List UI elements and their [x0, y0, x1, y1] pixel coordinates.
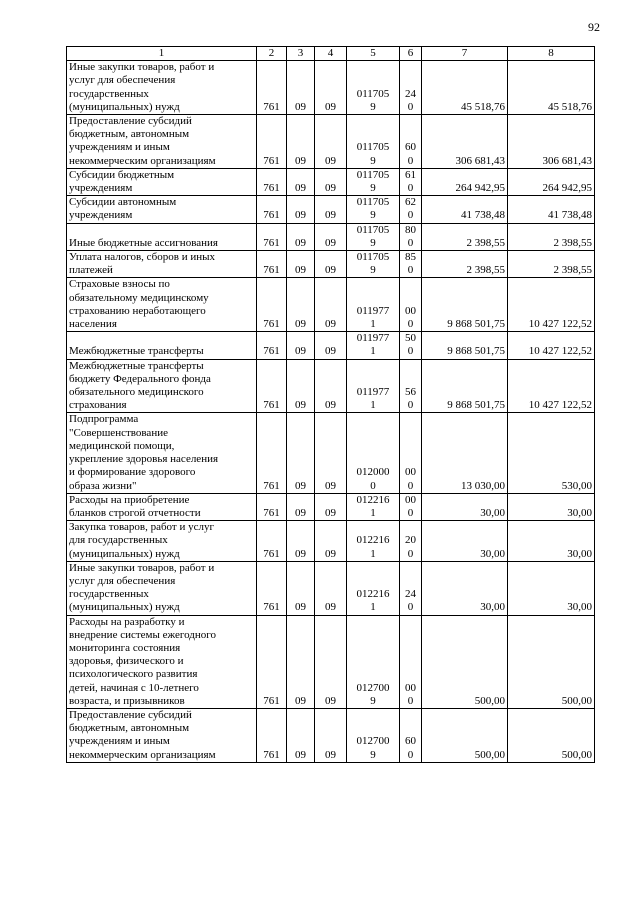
- row-name: Межбюджетные трансферты бюджету Федерального фонда обязательного медицинского страхования: [67, 359, 257, 413]
- table-row: [67, 413, 595, 493]
- table-row: [67, 615, 595, 708]
- row-col8: 10 427 122,52: [508, 332, 595, 359]
- row-col3: 09: [287, 168, 315, 195]
- row-col4: 09: [315, 708, 347, 762]
- row-name: Иные закупки товаров, работ и услуг для обеспечения государственных (муниципальных) нужд: [67, 561, 257, 615]
- row-col3: 09: [287, 413, 315, 493]
- col-header-1: 1: [67, 47, 257, 61]
- row-col4: 09: [315, 561, 347, 615]
- table-row: [67, 223, 595, 250]
- row-name: Межбюджетные трансферты: [67, 332, 257, 359]
- row-col5: 012216 1: [347, 521, 400, 562]
- row-col2: 761: [257, 359, 287, 413]
- row-col8: 30,00: [508, 521, 595, 562]
- row-col4: 09: [315, 251, 347, 278]
- row-name: Уплата налогов, сборов и иных платежей: [67, 251, 257, 278]
- row-col7: 30,00: [422, 493, 508, 520]
- row-col6: 00 0: [400, 278, 422, 332]
- col-header-4: 4: [315, 47, 347, 61]
- row-col8: 10 427 122,52: [508, 359, 595, 413]
- table-row: [67, 493, 595, 520]
- row-col2: 761: [257, 493, 287, 520]
- row-col2: 761: [257, 115, 287, 169]
- row-col5: 012700 9: [347, 615, 400, 708]
- row-col3: 09: [287, 493, 315, 520]
- row-col4: 09: [315, 115, 347, 169]
- row-col5: 012700 9: [347, 708, 400, 762]
- row-col6: 50 0: [400, 332, 422, 359]
- row-col3: 09: [287, 278, 315, 332]
- row-col4: 09: [315, 615, 347, 708]
- budget-table: [66, 46, 595, 763]
- row-col5: 011705 9: [347, 251, 400, 278]
- row-col7: 41 738,48: [422, 196, 508, 223]
- row-col2: 761: [257, 278, 287, 332]
- row-col5: 011977 1: [347, 278, 400, 332]
- table-row: [67, 196, 595, 223]
- header-row: [67, 47, 595, 61]
- row-name: Субсидии бюджетным учреждениям: [67, 168, 257, 195]
- row-name: Страховые взносы по обязательному медицинскому страхованию неработающего населения: [67, 278, 257, 332]
- row-col5: 011705 9: [347, 223, 400, 250]
- row-col8: 500,00: [508, 615, 595, 708]
- col-header-7: 7: [422, 47, 508, 61]
- row-col6: 20 0: [400, 521, 422, 562]
- row-col3: 09: [287, 196, 315, 223]
- row-col8: 30,00: [508, 493, 595, 520]
- row-col4: 09: [315, 493, 347, 520]
- row-col4: 09: [315, 359, 347, 413]
- row-col5: 012216 1: [347, 493, 400, 520]
- row-col2: 761: [257, 413, 287, 493]
- row-col7: 30,00: [422, 561, 508, 615]
- row-col7: 264 942,95: [422, 168, 508, 195]
- row-col3: 09: [287, 223, 315, 250]
- row-col5: 011705 9: [347, 61, 400, 115]
- row-col2: 761: [257, 332, 287, 359]
- row-col8: 306 681,43: [508, 115, 595, 169]
- row-col6: 85 0: [400, 251, 422, 278]
- row-col5: 011977 1: [347, 332, 400, 359]
- row-col6: 24 0: [400, 61, 422, 115]
- table-row: [67, 561, 595, 615]
- row-name: Расходы на приобретение бланков строгой отчетности: [67, 493, 257, 520]
- row-col7: 45 518,76: [422, 61, 508, 115]
- row-col6: 60 0: [400, 115, 422, 169]
- row-col7: 2 398,55: [422, 223, 508, 250]
- row-col4: 09: [315, 196, 347, 223]
- row-name: Иные закупки товаров, работ и услуг для обеспечения государственных (муниципальных) нужд: [67, 61, 257, 115]
- row-col8: 2 398,55: [508, 251, 595, 278]
- row-name: Подпрограмма "Совершенствование медицинской помощи, укрепление здоровья населения и формирование здорового образа жизни": [67, 413, 257, 493]
- row-col4: 09: [315, 332, 347, 359]
- row-col4: 09: [315, 521, 347, 562]
- row-name: Субсидии автономным учреждениям: [67, 196, 257, 223]
- row-col3: 09: [287, 561, 315, 615]
- row-col6: 60 0: [400, 708, 422, 762]
- row-col2: 761: [257, 521, 287, 562]
- row-col5: 012000 0: [347, 413, 400, 493]
- row-col4: 09: [315, 61, 347, 115]
- row-col7: 500,00: [422, 708, 508, 762]
- row-name: Предоставление субсидий бюджетным, автономным учреждениям и иным некоммерческим организациям: [67, 115, 257, 169]
- table-row: [67, 168, 595, 195]
- row-col6: 61 0: [400, 168, 422, 195]
- row-col7: 9 868 501,75: [422, 332, 508, 359]
- row-col8: 2 398,55: [508, 223, 595, 250]
- row-col3: 09: [287, 332, 315, 359]
- row-name: Иные бюджетные ассигнования: [67, 223, 257, 250]
- row-col4: 09: [315, 168, 347, 195]
- row-col7: 500,00: [422, 615, 508, 708]
- row-name: Расходы на разработку и внедрение системы ежегодного мониторинга состояния здоровья, физического и психологического развития детей, начиная с 10-летнего возраста, и призывников: [67, 615, 257, 708]
- col-header-3: 3: [287, 47, 315, 61]
- row-col8: 41 738,48: [508, 196, 595, 223]
- row-col7: 30,00: [422, 521, 508, 562]
- row-col7: 306 681,43: [422, 115, 508, 169]
- row-col2: 761: [257, 61, 287, 115]
- page-number: 92: [588, 20, 600, 34]
- row-col8: 10 427 122,52: [508, 278, 595, 332]
- row-col6: 00 0: [400, 413, 422, 493]
- row-col7: 9 868 501,75: [422, 278, 508, 332]
- row-col2: 761: [257, 251, 287, 278]
- row-col3: 09: [287, 115, 315, 169]
- row-col6: 56 0: [400, 359, 422, 413]
- row-col8: 264 942,95: [508, 168, 595, 195]
- row-col2: 761: [257, 615, 287, 708]
- row-col2: 761: [257, 223, 287, 250]
- row-col4: 09: [315, 278, 347, 332]
- row-name: Предоставление субсидий бюджетным, автономным учреждениям и иным некоммерческим организациям: [67, 708, 257, 762]
- table-row: [67, 61, 595, 115]
- row-col5: 012216 1: [347, 561, 400, 615]
- table-row: [67, 332, 595, 359]
- row-col8: 500,00: [508, 708, 595, 762]
- row-col4: 09: [315, 223, 347, 250]
- row-col2: 761: [257, 561, 287, 615]
- table-row: [67, 251, 595, 278]
- col-header-6: 6: [400, 47, 422, 61]
- row-col6: 80 0: [400, 223, 422, 250]
- col-header-5: 5: [347, 47, 400, 61]
- table-body: [67, 61, 595, 763]
- row-col4: 09: [315, 413, 347, 493]
- row-col7: 9 868 501,75: [422, 359, 508, 413]
- row-col5: 011977 1: [347, 359, 400, 413]
- table-row: [67, 115, 595, 169]
- row-col5: 011705 9: [347, 168, 400, 195]
- row-col7: 13 030,00: [422, 413, 508, 493]
- row-col5: 011705 9: [347, 115, 400, 169]
- row-col2: 761: [257, 168, 287, 195]
- row-col2: 761: [257, 708, 287, 762]
- row-col3: 09: [287, 615, 315, 708]
- col-header-8: 8: [508, 47, 595, 61]
- col-header-2: 2: [257, 47, 287, 61]
- row-col5: 011705 9: [347, 196, 400, 223]
- table-row: [67, 278, 595, 332]
- row-col3: 09: [287, 61, 315, 115]
- row-col8: 30,00: [508, 561, 595, 615]
- table-header: [67, 47, 595, 61]
- row-col3: 09: [287, 708, 315, 762]
- table-row: [67, 359, 595, 413]
- row-col7: 2 398,55: [422, 251, 508, 278]
- row-col8: 530,00: [508, 413, 595, 493]
- row-name: Закупка товаров, работ и услуг для государственных (муниципальных) нужд: [67, 521, 257, 562]
- row-col2: 761: [257, 196, 287, 223]
- row-col8: 45 518,76: [508, 61, 595, 115]
- row-col6: 00 0: [400, 493, 422, 520]
- row-col6: 24 0: [400, 561, 422, 615]
- table-row: [67, 708, 595, 762]
- row-col3: 09: [287, 521, 315, 562]
- row-col6: 62 0: [400, 196, 422, 223]
- row-col3: 09: [287, 251, 315, 278]
- row-col3: 09: [287, 359, 315, 413]
- table-row: [67, 521, 595, 562]
- row-col6: 00 0: [400, 615, 422, 708]
